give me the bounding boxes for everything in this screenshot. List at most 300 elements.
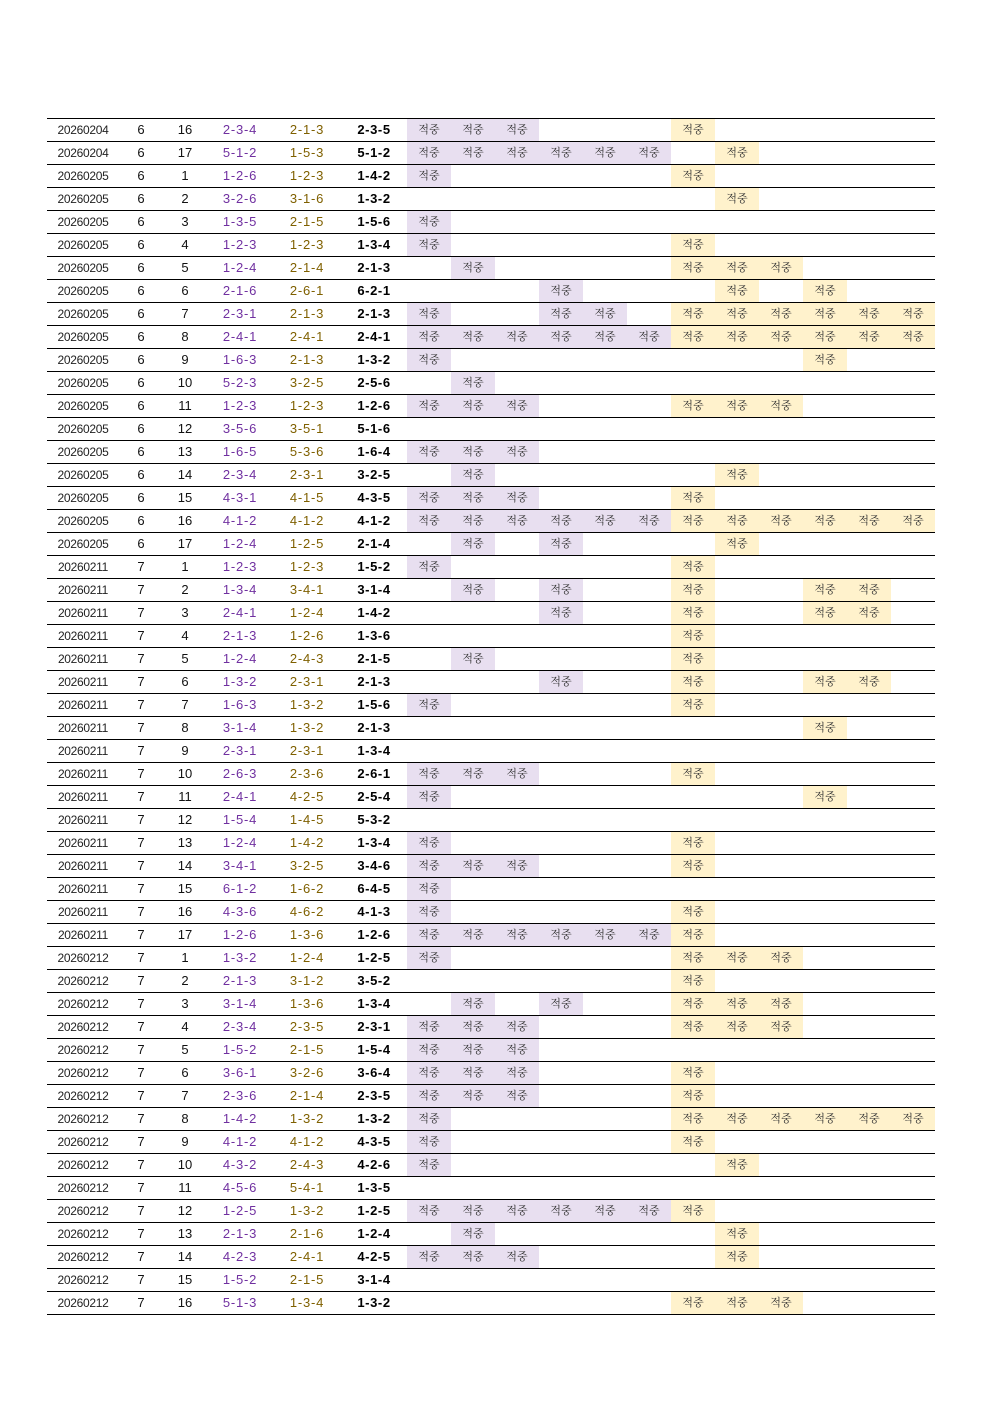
yellow-hit-cell: 적중: [715, 533, 759, 555]
result-combo-cell: 3-5-2: [357, 973, 391, 988]
empty-hit-cell: [583, 1131, 627, 1153]
olive-combo-cell: 2-1-3: [289, 352, 325, 367]
empty-hit-cell: [847, 1154, 891, 1176]
empty-hit-cell: [847, 1200, 891, 1222]
yellow-hit-cell: 적중: [671, 763, 715, 785]
result-combo-cell: 5-1-2: [357, 145, 391, 160]
table-row: [47, 993, 935, 1016]
round-cell: 7: [137, 904, 145, 919]
empty-hit-cell: [495, 188, 539, 210]
round-cell: 6: [137, 191, 145, 206]
purple-hit-cell: 적중: [451, 1062, 495, 1084]
empty-hit-cell: [451, 1177, 495, 1199]
empty-hit-cell: [583, 832, 627, 854]
purple-hit-cell: 적중: [451, 1016, 495, 1038]
empty-hit-cell: [451, 970, 495, 992]
empty-hit-cell: [715, 119, 759, 141]
round-cell: 7: [137, 628, 145, 643]
empty-hit-cell: [627, 878, 671, 900]
empty-hit-cell: [847, 1177, 891, 1199]
empty-hit-cell: [803, 763, 847, 785]
purple-hit-cell: 적중: [407, 487, 451, 509]
yellow-hit-cell: 적중: [803, 349, 847, 371]
empty-hit-cell: [671, 1223, 715, 1245]
empty-hit-cell: [407, 372, 451, 394]
round-cell: 7: [137, 1134, 145, 1149]
empty-hit-cell: [583, 257, 627, 279]
round-cell: 7: [137, 1272, 145, 1287]
empty-hit-cell: [539, 372, 583, 394]
empty-hit-cell: [495, 234, 539, 256]
empty-hit-cell: [759, 901, 803, 923]
date-cell: 20260211: [57, 675, 109, 689]
empty-hit-cell: [495, 602, 539, 624]
result-combo-cell: 2-5-4: [357, 789, 391, 804]
purple-hit-cell: 적중: [451, 993, 495, 1015]
empty-hit-cell: [803, 441, 847, 463]
yellow-hit-cell: 적중: [671, 993, 715, 1015]
purple-combo-cell: 1-5-2: [222, 1042, 258, 1057]
table-row: [47, 1062, 935, 1085]
date-cell: 20260205: [57, 192, 109, 206]
empty-hit-cell: [627, 188, 671, 210]
date-cell: 20260212: [57, 1043, 109, 1057]
result-combo-cell: 4-3-5: [357, 1134, 391, 1149]
date-cell: 20260211: [57, 629, 109, 643]
date-cell: 20260212: [57, 1204, 109, 1218]
race-number-cell: 16: [177, 904, 193, 919]
date-cell: 20260205: [57, 468, 109, 482]
empty-hit-cell: [803, 809, 847, 831]
empty-hit-cell: [891, 487, 935, 509]
empty-hit-cell: [847, 234, 891, 256]
olive-combo-cell: 2-4-3: [289, 1157, 325, 1172]
purple-hit-cell: 적중: [407, 1039, 451, 1061]
purple-combo-cell: 1-4-2: [222, 1111, 258, 1126]
yellow-hit-cell: 적중: [715, 464, 759, 486]
table-row: [47, 1269, 935, 1292]
race-number-cell: 2: [181, 191, 189, 206]
purple-hit-cell: 적중: [495, 1085, 539, 1107]
purple-hit-cell: 적중: [451, 924, 495, 946]
empty-hit-cell: [759, 717, 803, 739]
race-number-cell: 8: [181, 329, 189, 344]
yellow-hit-cell: 적중: [715, 1154, 759, 1176]
result-combo-cell: 3-4-6: [357, 858, 391, 873]
empty-hit-cell: [715, 602, 759, 624]
race-number-cell: 9: [181, 352, 189, 367]
purple-combo-cell: 2-6-3: [222, 766, 258, 781]
yellow-hit-cell: 적중: [671, 1016, 715, 1038]
empty-hit-cell: [847, 441, 891, 463]
empty-hit-cell: [539, 349, 583, 371]
empty-hit-cell: [891, 395, 935, 417]
table-row: [47, 165, 935, 188]
race-number-cell: 14: [177, 467, 193, 482]
empty-hit-cell: [891, 1062, 935, 1084]
empty-hit-cell: [759, 1039, 803, 1061]
empty-hit-cell: [451, 1131, 495, 1153]
empty-hit-cell: [803, 464, 847, 486]
round-cell: 7: [137, 1088, 145, 1103]
empty-hit-cell: [539, 1154, 583, 1176]
empty-hit-cell: [495, 901, 539, 923]
empty-hit-cell: [583, 947, 627, 969]
purple-hit-cell: 적중: [407, 763, 451, 785]
table-row: [47, 280, 935, 303]
purple-hit-cell: 적중: [451, 487, 495, 509]
race-number-cell: 7: [181, 697, 189, 712]
date-cell: 20260205: [57, 491, 109, 505]
empty-hit-cell: [715, 625, 759, 647]
date-cell: 20260212: [57, 1181, 109, 1195]
empty-hit-cell: [803, 648, 847, 670]
olive-combo-cell: 4-2-5: [289, 789, 325, 804]
empty-hit-cell: [847, 717, 891, 739]
result-combo-cell: 2-3-1: [357, 1019, 391, 1034]
round-cell: 6: [137, 145, 145, 160]
race-number-cell: 5: [181, 260, 189, 275]
empty-hit-cell: [759, 671, 803, 693]
empty-hit-cell: [891, 901, 935, 923]
empty-hit-cell: [495, 993, 539, 1015]
empty-hit-cell: [715, 717, 759, 739]
table-row: [47, 303, 935, 326]
empty-hit-cell: [627, 464, 671, 486]
empty-hit-cell: [803, 1292, 847, 1314]
empty-hit-cell: [891, 763, 935, 785]
empty-hit-cell: [495, 303, 539, 325]
empty-hit-cell: [671, 786, 715, 808]
empty-hit-cell: [539, 855, 583, 877]
table-row: [47, 832, 935, 855]
purple-combo-cell: 1-2-3: [222, 398, 258, 413]
empty-hit-cell: [891, 533, 935, 555]
purple-hit-cell: 적중: [627, 924, 671, 946]
empty-hit-cell: [803, 1223, 847, 1245]
purple-combo-cell: 1-2-6: [222, 927, 258, 942]
table-row: [47, 533, 935, 556]
empty-hit-cell: [847, 487, 891, 509]
yellow-hit-cell: 적중: [715, 303, 759, 325]
purple-combo-cell: 3-6-1: [222, 1065, 258, 1080]
result-combo-cell: 1-5-6: [357, 214, 391, 229]
olive-combo-cell: 2-6-1: [289, 283, 325, 298]
result-combo-cell: 1-4-2: [357, 168, 391, 183]
race-number-cell: 8: [181, 720, 189, 735]
result-combo-cell: 1-3-5: [357, 1180, 391, 1195]
date-cell: 20260211: [57, 652, 109, 666]
date-cell: 20260211: [57, 905, 109, 919]
empty-hit-cell: [627, 602, 671, 624]
result-combo-cell: 2-1-4: [357, 536, 391, 551]
result-combo-cell: 4-1-3: [357, 904, 391, 919]
empty-hit-cell: [715, 970, 759, 992]
race-number-cell: 16: [177, 1295, 193, 1310]
olive-combo-cell: 2-3-6: [289, 766, 325, 781]
round-cell: 7: [137, 674, 145, 689]
olive-combo-cell: 4-1-2: [289, 1134, 325, 1149]
empty-hit-cell: [803, 1200, 847, 1222]
yellow-hit-cell: 적중: [759, 510, 803, 532]
table-row: [47, 809, 935, 832]
empty-hit-cell: [803, 556, 847, 578]
empty-hit-cell: [891, 188, 935, 210]
empty-hit-cell: [891, 717, 935, 739]
olive-combo-cell: 2-3-5: [289, 1019, 325, 1034]
table-row: [47, 556, 935, 579]
purple-hit-cell: 적중: [407, 694, 451, 716]
empty-hit-cell: [407, 602, 451, 624]
empty-hit-cell: [891, 786, 935, 808]
empty-hit-cell: [759, 763, 803, 785]
empty-hit-cell: [671, 1154, 715, 1176]
table-row: [47, 234, 935, 257]
yellow-hit-cell: 적중: [671, 694, 715, 716]
empty-hit-cell: [847, 901, 891, 923]
round-cell: 6: [137, 237, 145, 252]
empty-hit-cell: [539, 1085, 583, 1107]
yellow-hit-cell: 적중: [671, 556, 715, 578]
empty-hit-cell: [759, 464, 803, 486]
purple-combo-cell: 6-1-2: [222, 881, 258, 896]
table-row: [47, 1154, 935, 1177]
table-row: [47, 441, 935, 464]
olive-combo-cell: 3-4-1: [289, 582, 325, 597]
empty-hit-cell: [891, 625, 935, 647]
result-combo-cell: 2-1-3: [357, 306, 391, 321]
purple-hit-cell: 적중: [407, 211, 451, 233]
empty-hit-cell: [803, 211, 847, 233]
olive-combo-cell: 3-1-6: [289, 191, 325, 206]
empty-hit-cell: [847, 648, 891, 670]
empty-hit-cell: [715, 1085, 759, 1107]
empty-hit-cell: [715, 441, 759, 463]
table-row: [47, 1246, 935, 1269]
purple-hit-cell: 적중: [407, 832, 451, 854]
race-number-cell: 11: [178, 398, 192, 413]
purple-hit-cell: 적중: [495, 510, 539, 532]
empty-hit-cell: [759, 211, 803, 233]
olive-combo-cell: 1-3-2: [289, 720, 325, 735]
yellow-hit-cell: 적중: [671, 901, 715, 923]
empty-hit-cell: [803, 234, 847, 256]
empty-hit-cell: [451, 418, 495, 440]
empty-hit-cell: [891, 1131, 935, 1153]
empty-hit-cell: [803, 487, 847, 509]
olive-combo-cell: 2-3-1: [289, 467, 325, 482]
purple-hit-cell: 적중: [495, 763, 539, 785]
result-combo-cell: 6-2-1: [357, 283, 391, 298]
empty-hit-cell: [495, 1154, 539, 1176]
empty-hit-cell: [803, 1062, 847, 1084]
empty-hit-cell: [451, 1269, 495, 1291]
race-number-cell: 13: [177, 835, 193, 850]
yellow-hit-cell: 적중: [891, 1108, 935, 1130]
empty-hit-cell: [407, 740, 451, 762]
empty-hit-cell: [583, 1246, 627, 1268]
yellow-hit-cell: 적중: [847, 326, 891, 348]
empty-hit-cell: [671, 533, 715, 555]
result-combo-cell: 1-3-2: [357, 1295, 391, 1310]
purple-combo-cell: 1-2-4: [222, 835, 258, 850]
yellow-hit-cell: 적중: [847, 510, 891, 532]
empty-hit-cell: [803, 740, 847, 762]
empty-hit-cell: [539, 464, 583, 486]
empty-hit-cell: [539, 234, 583, 256]
empty-hit-cell: [671, 142, 715, 164]
result-combo-cell: 2-1-3: [357, 674, 391, 689]
empty-hit-cell: [803, 832, 847, 854]
olive-combo-cell: 3-1-2: [289, 973, 325, 988]
yellow-hit-cell: 적중: [715, 510, 759, 532]
yellow-hit-cell: 적중: [715, 257, 759, 279]
purple-combo-cell: 2-1-3: [222, 628, 258, 643]
purple-hit-cell: 적중: [407, 349, 451, 371]
purple-hit-cell: 적중: [407, 1131, 451, 1153]
empty-hit-cell: [407, 1269, 451, 1291]
empty-hit-cell: [847, 625, 891, 647]
yellow-hit-cell: 적중: [715, 1016, 759, 1038]
empty-hit-cell: [407, 717, 451, 739]
olive-combo-cell: 1-4-5: [289, 812, 325, 827]
round-cell: 7: [137, 1157, 145, 1172]
table-row: [47, 418, 935, 441]
date-cell: 20260211: [57, 744, 109, 758]
yellow-hit-cell: 적중: [671, 303, 715, 325]
empty-hit-cell: [671, 349, 715, 371]
empty-hit-cell: [627, 1108, 671, 1130]
race-number-cell: 5: [181, 651, 189, 666]
empty-hit-cell: [891, 464, 935, 486]
empty-hit-cell: [715, 694, 759, 716]
date-cell: 20260205: [57, 261, 109, 275]
purple-hit-cell: 적중: [539, 602, 583, 624]
olive-combo-cell: 2-1-4: [289, 260, 325, 275]
round-cell: 6: [137, 398, 145, 413]
empty-hit-cell: [627, 671, 671, 693]
empty-hit-cell: [451, 878, 495, 900]
purple-hit-cell: 적중: [407, 1154, 451, 1176]
yellow-hit-cell: 적중: [671, 1292, 715, 1314]
empty-hit-cell: [583, 855, 627, 877]
date-cell: 20260205: [57, 514, 109, 528]
empty-hit-cell: [539, 418, 583, 440]
purple-hit-cell: 적중: [583, 326, 627, 348]
empty-hit-cell: [759, 119, 803, 141]
purple-combo-cell: 1-2-6: [222, 168, 258, 183]
empty-hit-cell: [451, 625, 495, 647]
empty-hit-cell: [451, 694, 495, 716]
round-cell: 7: [137, 996, 145, 1011]
purple-hit-cell: 적중: [539, 671, 583, 693]
yellow-hit-cell: 적중: [671, 326, 715, 348]
purple-hit-cell: 적중: [407, 303, 451, 325]
empty-hit-cell: [715, 648, 759, 670]
olive-combo-cell: 4-1-5: [289, 490, 325, 505]
table-row: [47, 694, 935, 717]
date-cell: 20260211: [57, 583, 109, 597]
empty-hit-cell: [671, 211, 715, 233]
round-cell: 7: [137, 1042, 145, 1057]
purple-hit-cell: 적중: [451, 533, 495, 555]
olive-combo-cell: 2-3-1: [289, 674, 325, 689]
empty-hit-cell: [803, 257, 847, 279]
empty-hit-cell: [803, 1177, 847, 1199]
purple-hit-cell: 적중: [495, 326, 539, 348]
empty-hit-cell: [495, 625, 539, 647]
empty-hit-cell: [407, 671, 451, 693]
empty-hit-cell: [759, 142, 803, 164]
purple-combo-cell: 1-3-2: [222, 674, 258, 689]
yellow-hit-cell: 적중: [759, 395, 803, 417]
empty-hit-cell: [803, 924, 847, 946]
empty-hit-cell: [759, 924, 803, 946]
purple-hit-cell: 적중: [407, 556, 451, 578]
purple-hit-cell: 적중: [495, 855, 539, 877]
empty-hit-cell: [847, 809, 891, 831]
empty-hit-cell: [715, 901, 759, 923]
empty-hit-cell: [803, 119, 847, 141]
round-cell: 7: [137, 881, 145, 896]
round-cell: 7: [137, 605, 145, 620]
empty-hit-cell: [627, 993, 671, 1015]
empty-hit-cell: [759, 556, 803, 578]
empty-hit-cell: [803, 1039, 847, 1061]
empty-hit-cell: [583, 878, 627, 900]
race-number-cell: 3: [181, 996, 189, 1011]
purple-hit-cell: 적중: [451, 1246, 495, 1268]
empty-hit-cell: [407, 1177, 451, 1199]
purple-hit-cell: 적중: [539, 993, 583, 1015]
yellow-hit-cell: 적중: [803, 280, 847, 302]
empty-hit-cell: [539, 694, 583, 716]
table-row: [47, 464, 935, 487]
empty-hit-cell: [715, 1269, 759, 1291]
empty-hit-cell: [583, 993, 627, 1015]
purple-combo-cell: 1-6-3: [222, 352, 258, 367]
table-row: [47, 625, 935, 648]
round-cell: 7: [137, 1065, 145, 1080]
table-row: [47, 786, 935, 809]
purple-hit-cell: 적중: [407, 119, 451, 141]
empty-hit-cell: [583, 119, 627, 141]
empty-hit-cell: [495, 464, 539, 486]
empty-hit-cell: [583, 1269, 627, 1291]
olive-combo-cell: 1-3-6: [289, 996, 325, 1011]
empty-hit-cell: [583, 533, 627, 555]
olive-combo-cell: 1-2-3: [289, 168, 325, 183]
empty-hit-cell: [759, 1085, 803, 1107]
purple-combo-cell: 2-1-3: [222, 973, 258, 988]
empty-hit-cell: [407, 579, 451, 601]
yellow-hit-cell: 적중: [671, 832, 715, 854]
yellow-hit-cell: 적중: [715, 188, 759, 210]
empty-hit-cell: [891, 602, 935, 624]
empty-hit-cell: [759, 441, 803, 463]
purple-hit-cell: 적중: [407, 1085, 451, 1107]
empty-hit-cell: [627, 1154, 671, 1176]
race-number-cell: 3: [181, 214, 189, 229]
empty-hit-cell: [627, 579, 671, 601]
purple-hit-cell: 적중: [495, 487, 539, 509]
purple-combo-cell: 2-3-4: [222, 1019, 258, 1034]
yellow-hit-cell: 적중: [847, 1108, 891, 1130]
table-row: [47, 487, 935, 510]
yellow-hit-cell: 적중: [803, 786, 847, 808]
empty-hit-cell: [495, 556, 539, 578]
purple-hit-cell: 적중: [583, 1200, 627, 1222]
